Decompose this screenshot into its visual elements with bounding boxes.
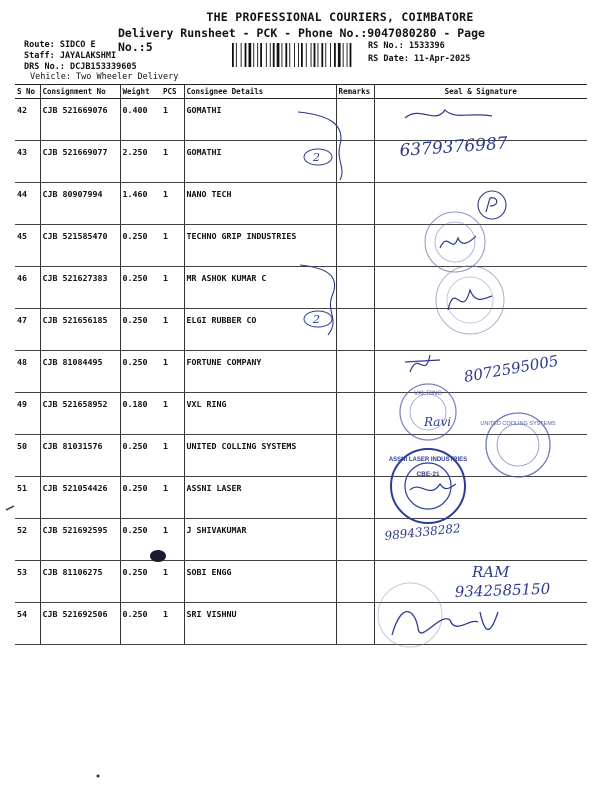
cell-sno: 43 <box>15 141 40 183</box>
cell-signature <box>374 309 587 351</box>
cell-pcs: 1 <box>161 477 184 519</box>
barcode-bar <box>277 43 280 67</box>
cell-pcs: 1 <box>161 561 184 603</box>
barcode-bar <box>338 43 341 67</box>
cell-consignment: CJB 81106275 <box>40 561 120 603</box>
cell-consignee: VXL RING <box>184 393 336 435</box>
cell-signature <box>374 99 587 141</box>
cell-consignment: CJB 521692595 <box>40 519 120 561</box>
cell-signature <box>374 477 587 519</box>
barcode-bar <box>285 43 287 67</box>
barcode-bar <box>257 43 258 67</box>
table-row <box>15 603 587 645</box>
cell-consignee: MR ASHOK KUMAR C <box>184 267 336 309</box>
cell-weight: 0.250 <box>120 519 161 561</box>
cell-signature <box>374 141 587 183</box>
cell-consignment: CJB 80907994 <box>40 183 120 225</box>
cell-signature <box>374 183 587 225</box>
table-row <box>15 561 587 603</box>
cell-sno: 54 <box>15 603 40 645</box>
cell-pcs: 1 <box>161 99 184 141</box>
cell-pcs: 1 <box>161 603 184 645</box>
barcode-bar <box>321 43 323 67</box>
barcode-bar <box>334 43 336 67</box>
cell-remarks <box>336 477 374 519</box>
cell-weight: 0.250 <box>120 267 161 309</box>
cell-remarks <box>336 183 374 225</box>
cell-pcs: 1 <box>161 309 184 351</box>
cell-pcs: 1 <box>161 435 184 477</box>
runsheet-subtitle: Delivery Runsheet - PCK - Phone No.:9047080280 - Page No.:5 <box>118 26 485 54</box>
table-header <box>15 85 587 99</box>
route-label: Route: SIDCO E <box>24 40 96 50</box>
stamp-vxl-text: VXL RING <box>414 391 442 397</box>
table-row <box>15 393 587 435</box>
cell-remarks <box>336 561 374 603</box>
rs-number: RS No.: 1533396 <box>368 41 445 51</box>
cell-weight: 0.250 <box>120 225 161 267</box>
cell-sno: 42 <box>15 99 40 141</box>
stray-mark <box>6 506 14 510</box>
barcode-bar <box>270 43 271 67</box>
barcode-bar <box>298 43 299 67</box>
handwritten-2a: 2 <box>313 151 320 164</box>
runsheet-table <box>15 84 587 645</box>
barcode-bar <box>325 43 326 67</box>
barcode-bar <box>306 43 307 67</box>
table-row <box>15 309 587 351</box>
barcode-bar <box>260 43 262 67</box>
cell-consignment: CJB 81031576 <box>40 435 120 477</box>
col-consignment: Consignment No <box>40 85 120 99</box>
cell-weight: 0.250 <box>120 351 161 393</box>
handwritten-phone-4: 9342585150 <box>454 579 551 601</box>
cell-consignee: SRI VISHNU <box>184 603 336 645</box>
cell-sno: 53 <box>15 561 40 603</box>
barcode-bar <box>249 43 252 67</box>
rs-info <box>368 40 470 66</box>
cell-signature <box>374 351 587 393</box>
cell-pcs: 1 <box>161 351 184 393</box>
barcode-bar <box>314 43 316 67</box>
cell-consignee: GOMATHI <box>184 141 336 183</box>
barcode-bar <box>311 43 312 67</box>
handwritten-2b: 2 <box>313 313 320 326</box>
cell-sno: 45 <box>15 225 40 267</box>
col-sno: S No <box>15 85 40 99</box>
cell-remarks <box>336 519 374 561</box>
cell-pcs: 1 <box>161 393 184 435</box>
cell-consignee: NANO TECH <box>184 183 336 225</box>
cell-sno: 46 <box>15 267 40 309</box>
cell-consignee: ELGI RUBBER CO <box>184 309 336 351</box>
col-consignee: Consignee Details <box>184 85 336 99</box>
cell-signature <box>374 267 587 309</box>
staff-label: Staff: JAYALAKSHMI <box>24 51 117 61</box>
cell-signature <box>374 393 587 435</box>
cell-signature <box>374 603 587 645</box>
cell-remarks <box>336 267 374 309</box>
cell-weight: 0.250 <box>120 435 161 477</box>
cell-signature <box>374 435 587 477</box>
barcode-bar <box>266 43 267 67</box>
cell-consignment: CJB 521669077 <box>40 141 120 183</box>
table-row <box>15 183 587 225</box>
col-remarks: Remarks <box>336 85 374 99</box>
cell-remarks <box>336 141 374 183</box>
stamp-assni-text: ASSNI LASER INDUSTRIES <box>388 457 468 463</box>
cell-pcs: 1 <box>161 225 184 267</box>
drs-number: DRS No.: DCJB153339605 <box>24 62 137 72</box>
vehicle-label: Vehicle: Two Wheeler Delivery <box>30 72 179 82</box>
cell-sno: 51 <box>15 477 40 519</box>
handwritten-ram: RAM <box>472 563 510 581</box>
table-row <box>15 225 587 267</box>
barcode-bar <box>273 43 275 67</box>
cell-signature <box>374 225 587 267</box>
barcode-bar <box>232 43 234 67</box>
cell-pcs: 1 <box>161 267 184 309</box>
cell-sno: 52 <box>15 519 40 561</box>
cell-weight: 2.250 <box>120 141 161 183</box>
table-row <box>15 99 587 141</box>
cell-signature <box>374 561 587 603</box>
table-row <box>15 141 587 183</box>
cell-weight: 0.250 <box>120 561 161 603</box>
handwritten-phone-2: 8072595005 <box>462 351 560 386</box>
barcode-bar <box>236 43 237 67</box>
cell-weight: 1.460 <box>120 183 161 225</box>
cell-consignment: CJB 81084495 <box>40 351 120 393</box>
stamp-assni-code: CBE-21 <box>416 471 440 478</box>
cell-consignment: CJB 521585470 <box>40 225 120 267</box>
cell-remarks <box>336 603 374 645</box>
table-row <box>15 435 587 477</box>
cell-signature <box>374 519 587 561</box>
col-pcs: PCS <box>161 85 184 99</box>
cell-sno: 47 <box>15 309 40 351</box>
handwritten-phone-3: 9894338282 <box>383 521 462 543</box>
barcode-bar <box>347 43 348 67</box>
cell-weight: 0.250 <box>120 603 161 645</box>
barcode-bar <box>241 43 242 67</box>
stamp-united-text: UNITED COOLING SYSTEMS <box>480 421 556 427</box>
handwritten-phone-1: 6379376987 <box>398 133 509 161</box>
handwritten-name: Ravi <box>424 415 452 429</box>
cell-consignee: J SHIVAKUMAR <box>184 519 336 561</box>
cell-consignee: TECHNO GRIP INDUSTRIES <box>184 225 336 267</box>
table-row <box>15 267 587 309</box>
barcode-bar <box>289 43 290 67</box>
stray-dot <box>97 775 100 778</box>
cell-remarks <box>336 309 374 351</box>
cell-consignee: GOMATHI <box>184 99 336 141</box>
cell-pcs: 1 <box>161 183 184 225</box>
barcode-bar <box>294 43 295 67</box>
cell-consignment: CJB 521692506 <box>40 603 120 645</box>
company-title: THE PROFESSIONAL COURIERS, COIMBATORE <box>206 10 474 24</box>
table-row <box>15 351 587 393</box>
cell-consignee: UNITED COLLING SYSTEMS <box>184 435 336 477</box>
cell-remarks <box>336 435 374 477</box>
barcode-bar <box>330 43 331 67</box>
table-row <box>15 519 587 561</box>
cell-weight: 0.400 <box>120 99 161 141</box>
cell-weight: 0.180 <box>120 393 161 435</box>
barcode-bar <box>282 43 283 67</box>
cell-sno: 50 <box>15 435 40 477</box>
cell-remarks <box>336 351 374 393</box>
cell-remarks <box>336 393 374 435</box>
barcode-bar <box>350 43 352 67</box>
cell-consignee: FORTUNE COMPANY <box>184 351 336 393</box>
barcode-bar <box>253 43 254 67</box>
cell-consignment: CJB 521669076 <box>40 99 120 141</box>
cell-sno: 49 <box>15 393 40 435</box>
cell-pcs: 1 <box>161 141 184 183</box>
barcode-bar <box>343 43 344 67</box>
cell-consignment: CJB 521658952 <box>40 393 120 435</box>
cell-weight: 0.250 <box>120 477 161 519</box>
barcode <box>232 43 352 67</box>
cell-remarks <box>336 99 374 141</box>
col-signature: Seal & Signature <box>374 85 587 99</box>
cell-sno: 44 <box>15 183 40 225</box>
cell-remarks <box>336 225 374 267</box>
rs-date: RS Date: 11-Apr-2025 <box>368 54 471 64</box>
cell-consignment: CJB 521054426 <box>40 477 120 519</box>
cell-sno: 48 <box>15 351 40 393</box>
barcode-bar <box>318 43 319 67</box>
col-weight: Weight <box>120 85 161 99</box>
cell-consignee: ASSNI LASER <box>184 477 336 519</box>
table-row <box>15 477 587 519</box>
barcode-bar <box>245 43 247 67</box>
cell-pcs: 1 <box>161 519 184 561</box>
cell-weight: 0.250 <box>120 309 161 351</box>
cell-consignee: SOBI ENGG <box>184 561 336 603</box>
cell-consignment: CJB 521656185 <box>40 309 120 351</box>
barcode-bar <box>301 43 303 67</box>
cell-consignment: CJB 521627383 <box>40 267 120 309</box>
